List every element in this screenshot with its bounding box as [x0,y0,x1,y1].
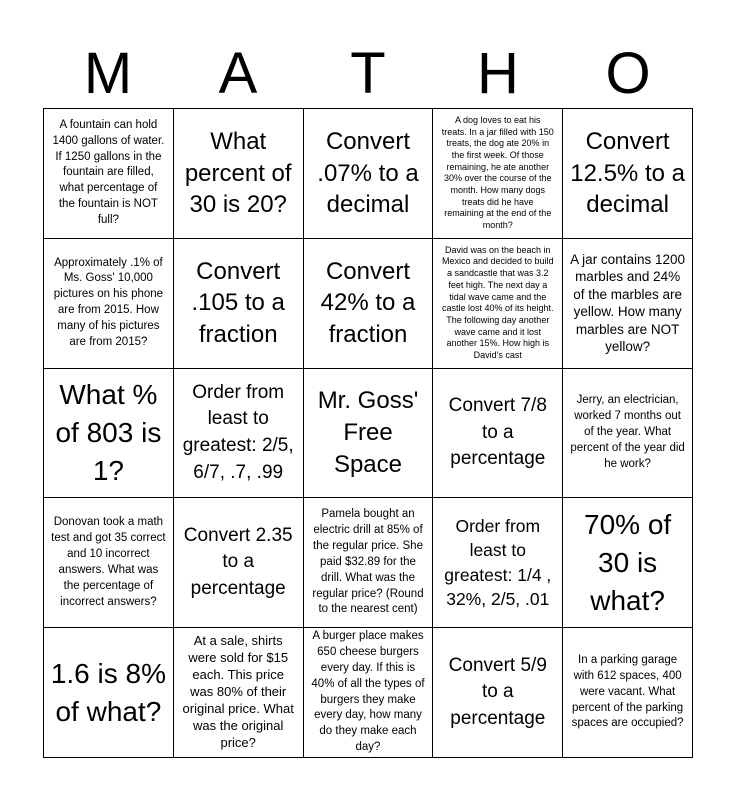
bingo-cell[interactable]: Convert 2.35 to a percentage [174,498,304,628]
bingo-cell[interactable]: Convert .105 to a fraction [174,239,304,369]
bingo-cell[interactable]: Convert 7/8 to a percentage [433,369,563,499]
bingo-cell[interactable]: Convert 5/9 to a percentage [433,628,563,758]
header-letter-t: T [350,41,386,106]
bingo-cell[interactable]: A dog loves to eat his treats. In a jar filled with 150 treats, the dog ate 20% in the first week. Of those remaining, he ate another 30% over the course of the month. How many dogs treats did he have remaining at the end of the month? [433,109,563,239]
bingo-cell[interactable]: Donovan took a math test and got 35 correct and 10 incorrect answers. What was the percentage of incorrect answers? [44,498,174,628]
header-letter-m: M [83,41,133,106]
bingo-board [43,108,693,758]
bingo-cell[interactable]: Approximately .1% of Ms. Goss' 10,000 pictures on his phone are from 2015. How many of his pictures are from 2015? [44,239,174,369]
bingo-cell[interactable]: A fountain can hold 1400 gallons of water. If 1250 gallons in the fountain are filled, what percentage of the fountain is NOT full? [44,109,174,239]
bingo-cell[interactable]: Jerry, an electrician, worked 7 months out of the year. What percent of the year did he work? [563,369,693,499]
bingo-cell[interactable]: David was on the beach in Mexico and decided to build a sandcastle that was 3.2 feet high. The next day a tidal wave came and the castle lost 40% of its height. The following day another wave came and it lost another 15%. How high is David's cast [433,239,563,369]
bingo-cell[interactable]: Order from least to greatest: 1/4 , 32%, 2/5, .01 [433,498,563,628]
bingo-cell[interactable]: Pamela bought an electric drill at 85% of the regular price. She paid $32.89 for the drill. What was the regular price? (Round to the nearest cent) [304,498,434,628]
bingo-header [43,40,693,108]
bingo-cell[interactable]: In a parking garage with 612 spaces, 400 were vacant. What percent of the parking spaces are occupied? [563,628,693,758]
bingo-cell[interactable]: 1.6 is 8% of what? [44,628,174,758]
bingo-cell[interactable]: What % of 803 is 1? [44,369,174,499]
bingo-cell[interactable]: A burger place makes 650 cheese burgers every day. If this is 40% of all the types of burgers they make every day, how many do they make each day? [304,628,434,758]
bingo-cell[interactable]: Convert .07% to a decimal [304,109,434,239]
header-letter-o: O [605,41,651,106]
bingo-cell[interactable]: Convert 12.5% to a decimal [563,109,693,239]
free-space-cell[interactable]: Mr. Goss' Free Space [304,369,434,499]
bingo-cell[interactable]: A jar contains 1200 marbles and 24% of the marbles are yellow. How many marbles are NOT yellow? [563,239,693,369]
bingo-cell[interactable]: What percent of 30 is 20? [174,109,304,239]
bingo-cell[interactable]: 70% of 30 is what? [563,498,693,628]
bingo-cell[interactable]: At a sale, shirts were sold for $15 each. This price was 80% of their original price. What was the original price? [174,628,304,758]
bingo-cell[interactable]: Convert 42% to a fraction [304,239,434,369]
header-letter-h: H [477,41,519,106]
header-letter-a: A [218,41,258,106]
bingo-cell[interactable]: Order from least to greatest: 2/5, 6/7, .7, .99 [174,369,304,499]
